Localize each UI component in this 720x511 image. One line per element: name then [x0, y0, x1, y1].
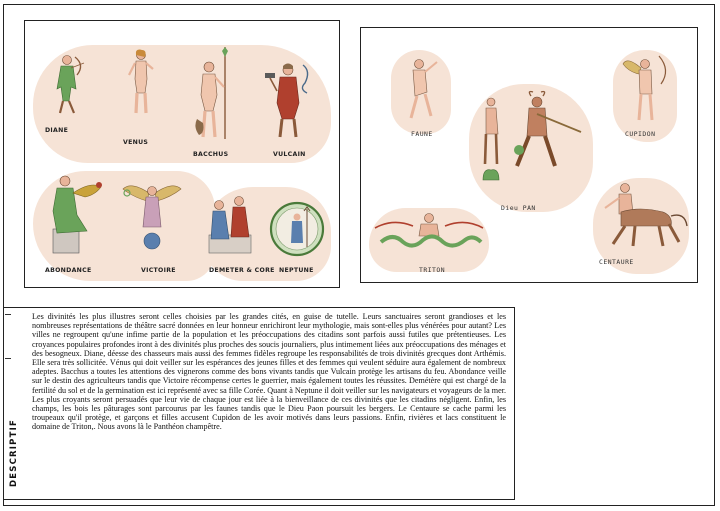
label-victoire: VICTOIRE: [141, 267, 176, 274]
label-centaure: CENTAURE: [599, 258, 634, 266]
ruler-tick: [5, 358, 11, 359]
rustic-gods-illustration-panel: [360, 27, 698, 283]
descriptif-side-label: DESCRIPTIF: [9, 419, 19, 487]
neptune-figure: [269, 201, 325, 257]
label-pan: Dieu PAN: [501, 204, 536, 212]
diane-figure: [47, 53, 87, 115]
label-vulcain: VULCAIN: [273, 151, 306, 158]
pan-figure: [477, 90, 587, 200]
bacchus-figure: [191, 47, 235, 143]
label-demeter-core: DEMETER & CORE: [209, 267, 275, 274]
label-neptune: NEPTUNE: [279, 267, 314, 274]
label-bacchus: BACCHUS: [193, 151, 229, 158]
abondance-figure: [45, 171, 107, 255]
victoire-figure: [119, 179, 185, 253]
label-faune: FAUNE: [411, 130, 433, 138]
vulcain-figure: [263, 61, 313, 141]
venus-figure: [125, 49, 157, 115]
label-cupidon: CUPIDON: [625, 130, 656, 138]
label-triton: TRITON: [419, 266, 446, 274]
label-abondance: ABONDANCE: [45, 267, 92, 274]
demeter-core-figure: [205, 193, 255, 257]
gods-illustration-panel: [24, 20, 340, 288]
faune-figure: [401, 56, 441, 122]
description-panel: [3, 307, 515, 500]
ruler-tick: [5, 314, 11, 315]
label-venus: VENUS: [123, 139, 149, 146]
centaure-figure: [599, 182, 689, 252]
triton-figure: [373, 212, 485, 254]
description-text: Les divinités les plus illustres seront celles choisies par les grandes cités, en guise de tutelle. Leurs sanctuaires seront grandioses et les nombreuses représentations de théâtre sacré données en leur honneur enrichiront leur mythologie, mais sont-elles plus vénérées pour autant? Les villes ne regroupent qu'une infime partie de la population et les préoccupations des citadins sont parfois aussi futiles que prétentieuses. Les croyances populaires profondes iront à des divinités plus proches des soucis journaliers, plus intimement liées aux préoccupations des ménages et des besogneux. Diane, déesse des chasseurs mais aussi des femmes fidèles regroupe les responsabilités de trois divinités grecques dont Arthémis. Elle sera très sollicitée. Vénus qui doit veiller sur les espérances des jeunes filles et des femmes qui veulent séduire aura également de nombreux adeptes. Bacchus a toutes les attentions des vignerons comme des bons vivants tandis que Vulcain protège les artisans du feu. Abondance veille sur le destin des agriculteurs tandis que Victoire récompense certes le guerrier, mais également toutes les réussites. Demétère qui est chargé de la fertilité du sol et de la germination est ici représenté avec sa fille Corée. Quant à Neptune il doit veiller sur les navigateurs et voyageurs de la mer. Les plus croyants seront persuadés que leur vie de chaque jour est liée à la bienveillance de ces divinités que les citadins négligent. Enfin, les champs, les bois les pâturages sont parcourus par les faunes tandis que le Dieu Paon poursuit les bergers. Le Centaure se cache parmi les troupeaux qu'il protège, et garçons et filles accusent Cupidon de les avoir motivés dans leurs passions. Enfin, rivières et lacs constituent le domaine de Triton,. Nous avons là le Panthéon champêtre.: [32, 312, 507, 432]
cupidon-figure: [619, 54, 671, 124]
label-diane: DIANE: [45, 127, 69, 134]
